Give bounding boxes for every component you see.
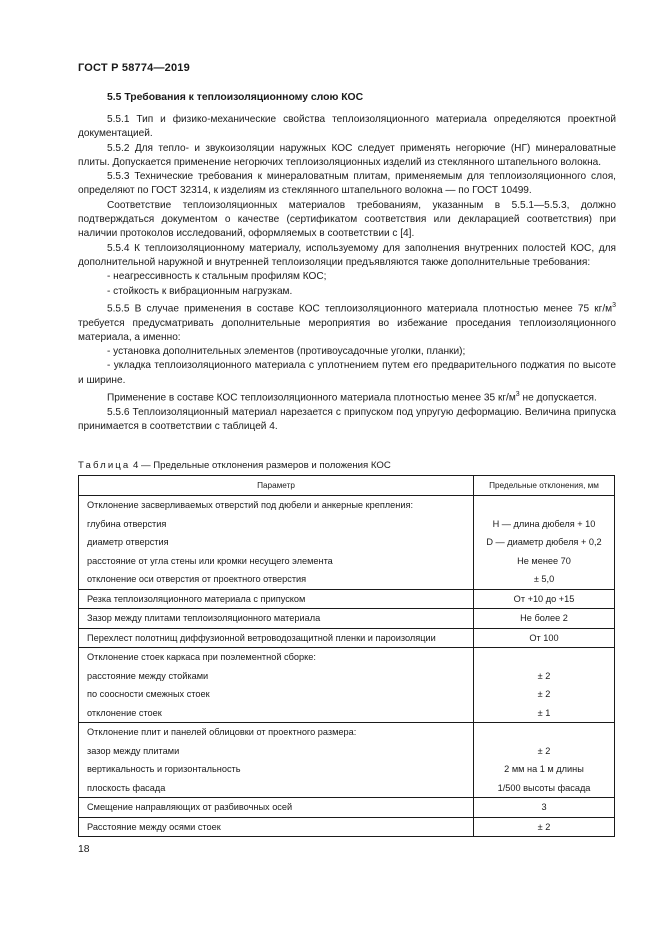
parameter-text: плоскость фасада (87, 782, 166, 793)
parameter-text: Резка теплоизоляционного материала с припуском (87, 593, 306, 604)
tolerance-value: Не более 2 (520, 613, 568, 624)
tolerance-value: Н — длина дюбеля + 10 (492, 518, 596, 529)
tolerance-cell (474, 723, 615, 798)
parameter-text: Отклонение плит и панелей облицовки от проектного размера: (87, 727, 357, 738)
parameter-cell (79, 589, 474, 609)
tolerance-value: ± 2 (537, 689, 551, 700)
paragraph-5-5-1: 5.5.1 Тип и физико-механические свойства теплоизоляционного материала определяются проектной документацией. (78, 114, 616, 140)
tolerance-cell (474, 496, 615, 590)
tolerance-cell (474, 817, 615, 837)
paragraph-5-5-5-limit (78, 388, 616, 406)
column-header-tolerance: Предельные отклонения, мм (474, 476, 615, 496)
column-header-parameter: Параметр (79, 476, 474, 496)
paragraph-text: не допускается. (519, 392, 597, 404)
table-header-row (79, 476, 615, 496)
parameter-cell (79, 817, 474, 837)
parameter-text: Расстояние между осями стоек (87, 821, 221, 832)
tolerance-value: ± 2 (537, 670, 551, 681)
parameter-text: диаметр отверстия (87, 537, 169, 548)
tolerance-cell (474, 648, 615, 723)
parameter-text: Отклонение стоек каркаса при поэлементной сборке: (87, 652, 316, 663)
list-item: - неагрессивность к стальным профилям КОС; (107, 271, 327, 283)
parameter-cell (79, 648, 474, 723)
parameter-cell (79, 628, 474, 648)
table-row (79, 817, 615, 837)
section-body (78, 91, 616, 434)
paragraph-5-5-4: 5.5.4 К теплоизоляционному материалу, используемому для заполнения внутренних полостей КОС, для дополнительной наружной и внутренней теплоизоляции предъявляются также дополнительные требования: (78, 242, 616, 268)
tolerance-value: ± 2 (537, 821, 551, 832)
paragraph-5-5-3-conformity: Соответствие теплоизоляционных материалов требованиям, указанным в 5.5.1—5.5.3, должно подтверждаться документом о качестве (сертификатом соответствия или декларацией соответствия) при наличии протоколов исследований, оформляемых в соответствии с [4]. (78, 199, 616, 240)
parameter-cell (79, 723, 474, 798)
tolerance-value: ± 1 (537, 707, 551, 718)
table-row (79, 723, 615, 798)
superscript: 3 (515, 391, 520, 398)
parameter-text: отклонение стоек (87, 707, 162, 718)
parameter-text: Смещение направляющих от разбивочных осей (87, 802, 293, 813)
parameter-text: зазор между плитами (87, 745, 180, 756)
table-row (79, 798, 615, 818)
parameter-text: Перехлест полотнищ диффузионной ветроводозащитной пленки и пароизоляции (87, 632, 436, 643)
tolerance-value: 1/500 высоты фасада (497, 782, 591, 793)
superscript: 3 (612, 301, 616, 309)
tolerance-cell (474, 628, 615, 648)
parameter-text: глубина отверстия (87, 518, 167, 529)
parameter-text: расстояние между стойками (87, 670, 209, 681)
tolerance-value (482, 648, 606, 667)
table-row (79, 609, 615, 629)
table-caption-label: Таблица (78, 460, 131, 471)
table-caption (78, 459, 391, 472)
page-number: 18 (78, 844, 90, 855)
paragraph-5-5-6: 5.5.6 Теплоизоляционный материал нарезается с припуском под упругую деформацию. Величина припуска принимается в соответствии с таблицей 4. (78, 406, 616, 432)
paragraph-5-5-3: 5.5.3 Технические требования к минераловатным плитам, применяемым для теплоизоляционного слоя, определяют по ГОСТ 32314, к изделиям из стеклянного штапельного волокна — по ГОСТ 10499. (78, 171, 616, 197)
tolerance-value: От 100 (529, 632, 559, 643)
list-item: - укладка теплоизоляционного материала с уплотнением путем его предварительного поджатия по высоте и ширине. (78, 360, 616, 386)
table-row (79, 589, 615, 609)
parameter-cell (79, 798, 474, 818)
tolerance-cell (474, 589, 615, 609)
tolerance-value: Не менее 70 (517, 555, 571, 566)
table-row (79, 648, 615, 723)
tolerance-cell (474, 798, 615, 818)
parameter-text: расстояние от угла стены или кромки несущего элемента (87, 555, 333, 566)
paragraph-5-5-2: 5.5.2 Для тепло- и звукоизоляции наружных КОС следует применять негорючие (НГ) минераловатные плиты. Допускается применение негорючих теплоизоляционных изделий из стеклянного штапельного волокна. (78, 142, 616, 168)
section-title: 5.5 Требования к теплоизоляционному слою КОС (107, 92, 364, 103)
parameter-text: по соосности смежных стоек (87, 689, 210, 700)
paragraph-text: требуется предусматривать дополнительные мероприятия во избежание проседания теплоизоляционного материала, а именно: (78, 317, 616, 343)
parameter-text: Отклонение засверливаемых отверстий под дюбели и анкерные крепления: (87, 500, 414, 511)
tolerance-value (482, 723, 606, 742)
tolerance-value: ± 5,0 (533, 574, 555, 585)
tolerance-cell (474, 609, 615, 629)
tolerance-value: 3 (541, 802, 547, 813)
table-row (79, 628, 615, 648)
tolerance-table (78, 475, 615, 837)
table-caption-text: 4 — Предельные отклонения размеров и положения КОС (130, 460, 391, 471)
parameter-text: Зазор между плитами теплоизоляционного материала (87, 613, 321, 624)
paragraph-text: 5.5.5 В случае применения в составе КОС теплоизоляционного материала плотностью менее 75 кг/м (107, 303, 613, 315)
paragraph-5-5-5 (78, 299, 616, 345)
table-row (79, 496, 615, 590)
table-body (79, 496, 615, 837)
list-item: - установка дополнительных элементов (противоусадочные уголки, планки); (107, 346, 466, 358)
list-item: - стойкость к вибрационным нагрузкам. (107, 285, 293, 297)
tolerance-value (482, 496, 606, 515)
document-header: ГОСТ Р 58774—2019 (78, 62, 190, 74)
parameter-cell (79, 496, 474, 590)
parameter-cell (79, 609, 474, 629)
parameter-text: вертикальность и горизонтальность (87, 764, 241, 775)
paragraph-text: Применение в составе КОС теплоизоляционного материала плотностью менее 35 кг/м (107, 392, 516, 404)
tolerance-value: От +10 до +15 (513, 593, 575, 604)
tolerance-value: ± 2 (537, 745, 551, 756)
parameter-text: отклонение оси отверстия от проектного отверстия (87, 574, 307, 585)
tolerance-value: D — диаметр дюбеля + 0,2 (486, 537, 602, 548)
tolerance-value: 2 мм на 1 м длины (504, 764, 584, 775)
